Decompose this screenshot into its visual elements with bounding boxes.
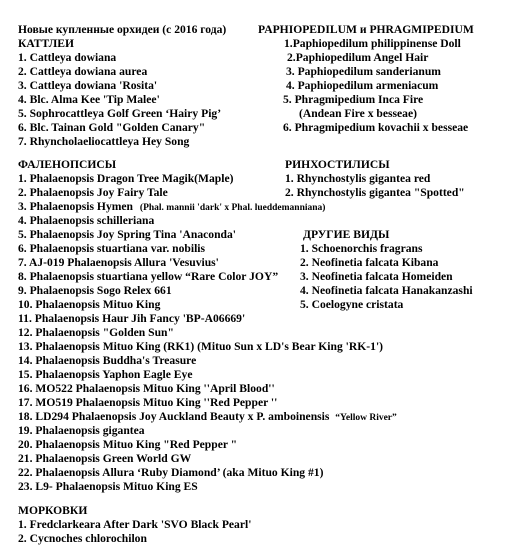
list-item: 1. Rhynchostylis gigantea red xyxy=(285,172,431,185)
list-item-note: (Phal. mannii 'dark' x Phal. lueddemanniana) xyxy=(139,203,326,213)
list-item: 7. Rhyncholaeliocattleya Hey Song xyxy=(18,135,190,148)
list-item: 1. Fredclarkeara After Dark 'SVO Black Pearl' xyxy=(18,518,252,531)
section-title-rhynchostylis: РИНХОСТИЛИСЫ xyxy=(285,158,390,171)
list-item: 4. Paphiopedilum armeniacum xyxy=(286,79,439,92)
list-item: 6. Phragmipedium kovachii x besseae xyxy=(283,121,469,134)
list-item: 10. Phalaenopsis Mituo King xyxy=(18,298,161,311)
list-item: 14. Phalaenopsis Buddha's Treasure xyxy=(18,354,197,367)
list-item: 7. AJ-019 Phalaenopsis Allura 'Vesuvius' xyxy=(18,256,219,269)
list-item: 4. Phalaenopsis schilleriana xyxy=(18,214,155,227)
list-item: 3. Neofinetia falcata Homeiden xyxy=(300,270,453,283)
list-item-label: 18. LD294 Phalaenopsis Joy Auckland Beauty x P. amboinensis xyxy=(18,410,330,423)
section-title-phalaenopsis: ФАЛЕНОПСИСЫ xyxy=(18,158,117,171)
list-item: 22. Phalaenopsis Allura ‘Ruby Diamond’ (aka Mituo King #1) xyxy=(18,466,324,479)
section-title-other: ДРУГИЕ ВИДЫ xyxy=(303,228,390,241)
list-item: 2. Cattleya dowiana aurea xyxy=(18,65,148,78)
list-item-note: (Andean Fire x besseae) xyxy=(299,107,417,120)
list-item: 6. Phalaenopsis stuartiana var. nobilis xyxy=(18,242,206,255)
list-item: 6. Blc. Tainan Gold "Golden Canary" xyxy=(18,121,206,134)
list-item: 1.Paphiopedilum philippinense Doll xyxy=(284,37,461,50)
list-item: 12. Phalaenopsis "Golden Sun" xyxy=(18,326,174,339)
list-item: 1. Cattleya dowiana xyxy=(18,51,117,64)
list-item: 11. Phalaenopsis Haur Jih Fancy 'BP-A06669' xyxy=(18,312,246,325)
list-item: 2.Paphiopedilum Angel Hair xyxy=(287,51,429,64)
list-item: 5. Phalaenopsis Joy Spring Tina 'Anaconda' xyxy=(18,228,236,241)
list-item: 20. Phalaenopsis Mituo King "Red Pepper " xyxy=(18,438,238,451)
list-item: 19. Phalaenopsis gigantea xyxy=(18,424,145,437)
list-item: 17. MO519 Phalaenopsis Mituo King ''Red Pepper '' xyxy=(18,396,278,409)
list-item: 5. Sophrocattleya Golf Green ‘Hairy Pig’ xyxy=(18,107,222,120)
list-item: 4. Neofinetia falcata Hanakanzashi xyxy=(300,284,473,297)
list-item: 23. L9- Phalaenopsis Mituo King ES xyxy=(18,480,198,493)
page-heading: Новые купленные орхидеи (с 2016 года) xyxy=(18,23,227,36)
list-item-label: 3. Phalaenopsis Hymen xyxy=(18,200,133,213)
list-item: 16. MO522 Phalaenopsis Mituo King ''April Blood'' xyxy=(18,382,275,395)
list-item: 3. Paphiopedilum sanderianum xyxy=(286,65,441,78)
list-item xyxy=(18,200,325,215)
list-item: 3. Cattleya dowiana 'Rosita' xyxy=(18,79,158,92)
section-title-paphiopedilum: PAPHIOPEDILUM и PHRAGMIPEDIUM xyxy=(258,23,474,36)
list-item-note: “Yellow River” xyxy=(335,413,397,423)
section-title-carrots: МОРКОВКИ xyxy=(18,504,88,517)
list-item: 4. Blc. Alma Kee 'Tip Malee' xyxy=(18,93,160,106)
list-item: 1. Schoenorchis fragrans xyxy=(300,242,423,255)
list-item: 8. Phalaenopsis stuartiana yellow “Rare Color JOY” xyxy=(18,270,279,283)
list-item: 13. Phalaenopsis Mituo King (RK1) (Mituo Sun x LD's Bear King 'RK-1') xyxy=(18,340,384,353)
list-item: 9. Phalaenopsis Sogo Relex 661 xyxy=(18,284,172,297)
list-item: 21. Phalaenopsis Green World GW xyxy=(18,452,192,465)
list-item: 1. Phalaenopsis Dragon Tree Magik(Maple) xyxy=(18,172,234,185)
section-title-cattleya: КАТТЛЕИ xyxy=(18,37,75,50)
list-item: 2. Neofinetia falcata Kibana xyxy=(300,256,439,269)
list-item: 2. Cycnoches chlorochilon xyxy=(18,532,147,545)
list-item xyxy=(18,410,397,425)
list-item: 2. Rhynchostylis gigantea "Spotted" xyxy=(285,186,465,199)
list-item: 5. Coelogyne cristata xyxy=(300,298,404,311)
list-item: 2. Phalaenopsis Joy Fairy Tale xyxy=(18,186,168,199)
list-item: 15. Phalaenopsis Yaphon Eagle Eye xyxy=(18,368,193,381)
list-item: 5. Phragmipedium Inca Fire xyxy=(283,93,424,106)
